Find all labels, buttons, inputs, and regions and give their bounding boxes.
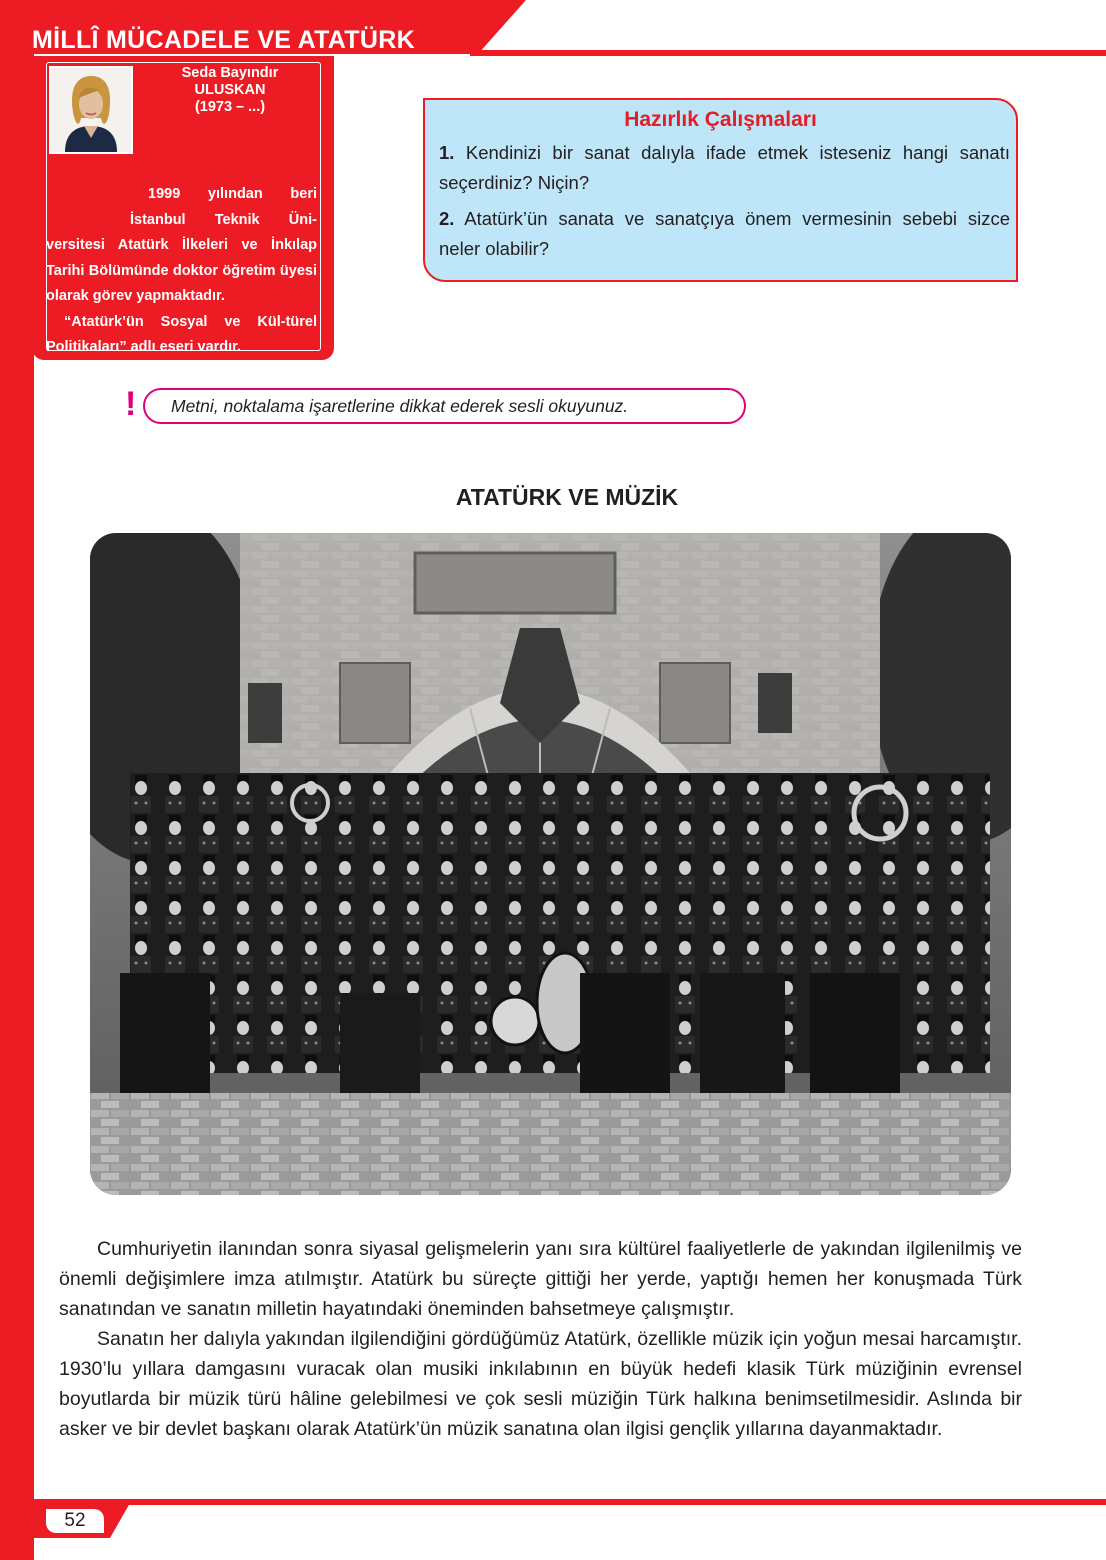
author-first-name: Seda Bayındır [181,65,279,81]
author-years: (1973 – ...) [194,99,266,115]
header-rule [470,50,1106,56]
preparation-question [439,138,1010,198]
preparation-box [423,98,1018,282]
author-portrait [49,66,133,154]
article-title: ATATÜRK VE MÜZİK [455,484,679,510]
question-number: 2. [439,208,455,229]
bio-float-spacer [46,182,130,231]
question-text: Kendinizi bir sanat dalıyla ifade etmek isteseniz hangi sanatı seçerdiniz? Niçin? [439,142,1010,193]
question-number: 1. [439,142,455,163]
author-name [144,65,316,116]
author-bio-paragraph: 1999 yılından beri İstanbul Teknik Üni-versitesi Atatürk İlkeleri ve İnkılap Tarihi Bölümünde doktor öğretim üyesi olarak görev yapmaktadır. [46,186,317,304]
historical-band-photo [90,533,1011,1195]
unit-title: MİLLÎ MÜCADELE VE ATATÜRK [32,26,415,54]
question-text: Atatürk’ün sanata ve sanatçıya önem vermesinin sebebi sizce neler olabilir? [439,208,1010,259]
author-bio-paragraph: “Atatürk’ün Sosyal ve Kül-türel Politikaları” adlı eseri vardır. [46,313,317,355]
reading-instruction: Metni, noktalama işaretlerine dikkat ederek sesli okuyunuz. [143,388,746,424]
page-number: 52 [46,1509,104,1533]
footer-rule [34,1499,1106,1505]
preparation-title: Hazırlık Çalışmaları [624,108,817,131]
author-card [32,56,334,360]
article-paragraph: Cumhuriyetin ilanından sonra siyasal gelişmelerin yanı sıra kültürel faaliyetlerle de yakından ilgilenilmiş ve önemli değişimlere imza atılmıştır. Atatürk bu süreçte gittiği her yerde, yaptığı hemen her konuşmada Türk sanatından ve sanatın milletin hayatındaki öneminden bahsetmeye çalışmıştır. [59,1238,1022,1320]
author-bio [46,182,317,361]
article-paragraph: Sanatın her dalıyla yakından ilgilendiğini gördüğümüz Atatürk, özellikle müzik için yoğun mesai harcamıştır. 1930’lu yıllara damgasını vuracak olan musiki inkılabının en büyük hedefi klasik Türk müziğinin evrensel boyutlarda bir müzik türü hâline gelebilmesi ve çok sesli müziğin Türk halkına benimsetilmesidir. Aslında bir asker ve bir devlet başkanı olarak Atatürk’ün müzik sanatına olan ilgisi gençlik yıllarına dayanmaktadır. [59,1328,1022,1440]
author-last-name: ULUSKAN [194,82,266,98]
left-accent-bar [0,0,34,1560]
preparation-question [439,204,1010,264]
exclamation-icon: ! [125,385,137,423]
article-body [59,1234,1022,1444]
